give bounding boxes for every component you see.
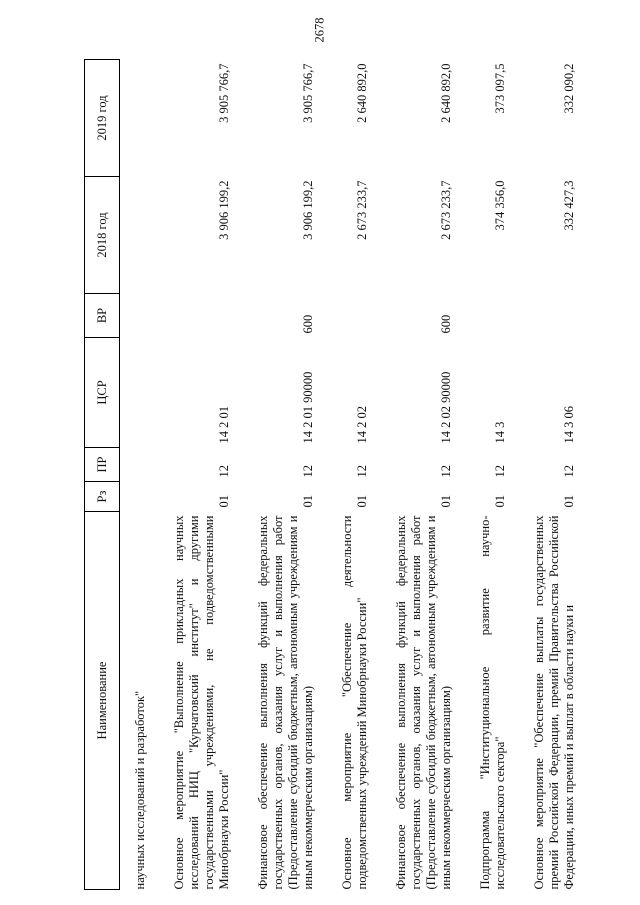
cell-pr: 12 <box>301 465 315 478</box>
cell-vr <box>120 294 149 338</box>
table-row <box>370 60 454 890</box>
cell-name: Финансовое обеспечение выполнения функций федеральных государственных органов, оказания услуг и выполнения работ (Предоставление субсидий бюджетным, автономным учреждениям и иным некоммерческим организациям) <box>394 515 453 890</box>
cell-pr: 12 <box>355 465 369 478</box>
cell-rz: 01 <box>562 495 576 508</box>
cell-pr <box>120 448 149 482</box>
cell-2019: 3 905 766,7 <box>217 63 231 123</box>
cell-rz: 01 <box>217 495 231 508</box>
table-row <box>120 60 149 890</box>
cell-2018: 2 673 233,7 <box>355 180 369 240</box>
cell-2019: 3 905 766,7 <box>301 63 315 123</box>
cell-2019: 332 090,2 <box>562 63 576 114</box>
cell-csr: 14 2 01 <box>217 406 231 444</box>
cell-2019: 2 640 892,0 <box>439 63 453 123</box>
cell-vr: 600 <box>439 314 453 334</box>
header-name: Наименование <box>85 512 120 890</box>
cell-vr <box>148 294 232 338</box>
cell-csr: 14 2 02 <box>355 406 369 444</box>
cell-name: Основное мероприятие "Обеспечение выплаты государственных премий Российской Федерации, премий Правительства Российской Федерации, иных премий и выплат в области науки и <box>532 515 576 890</box>
cell-name: Финансовое обеспечение выполнения функций федеральных государственных органов, оказания услуг и выполнения работ (Предоставление субсидий бюджетным, автономным учреждениям и иным некоммерческим организациям) <box>256 515 315 890</box>
cell-2019: 373 097,5 <box>493 63 507 114</box>
cell-csr: 14 3 <box>493 421 507 444</box>
cell-name: Основное мероприятие "Обеспечение деятельности подведомственных учреждений Минобрнауки России" <box>340 515 369 890</box>
header-vr: ВР <box>85 294 120 338</box>
cell-csr: 14 2 01 90000 <box>301 371 315 444</box>
header-rz: Рз <box>85 482 120 512</box>
cell-csr: 14 3 06 <box>562 406 576 444</box>
header-csr: ЦСР <box>85 338 120 448</box>
cell-rz: 01 <box>301 495 315 508</box>
budget-table-container <box>84 60 614 890</box>
table-row <box>316 60 370 890</box>
header-2018: 2018 год <box>85 177 120 294</box>
budget-table <box>84 59 577 890</box>
table-header-row <box>85 60 120 890</box>
cell-rz: 01 <box>439 495 453 508</box>
cell-pr: 12 <box>493 465 507 478</box>
table-row <box>148 60 232 890</box>
cell-csr <box>120 338 149 448</box>
cell-name: Подпрограмма "Институциональное развитие научно-исследовательского сектора" <box>478 515 507 890</box>
cell-pr: 12 <box>562 465 576 478</box>
table-row <box>232 60 316 890</box>
cell-csr: 14 2 02 90000 <box>439 371 453 444</box>
cell-2018: 3 906 199,2 <box>217 180 231 240</box>
cell-name: Основное мероприятие "Выполнение прикладных научных исследований НИЦ "Курчатовский институт" и другими государственными учреждениями, не подведомственными Минобрнауки России" <box>172 515 231 890</box>
cell-rz: 01 <box>493 495 507 508</box>
page-number: 2678 <box>312 17 327 43</box>
cell-2018: 2 673 233,7 <box>439 180 453 240</box>
cell-vr <box>508 294 577 338</box>
cell-vr: 600 <box>301 314 315 334</box>
cell-2019: 2 640 892,0 <box>355 63 369 123</box>
cell-2018: 3 906 199,2 <box>301 180 315 240</box>
header-pr: ПР <box>85 448 120 482</box>
table-row <box>454 60 508 890</box>
cell-2018 <box>120 177 149 294</box>
cell-rz <box>120 482 149 512</box>
cell-name: научных исследований и разработок" <box>133 690 147 890</box>
cell-vr <box>454 294 508 338</box>
header-2019: 2019 год <box>85 60 120 177</box>
cell-pr: 12 <box>439 465 453 478</box>
cell-2019 <box>120 60 149 177</box>
cell-2018: 332 427,3 <box>562 180 576 231</box>
cell-vr <box>316 294 370 338</box>
table-row <box>508 60 577 890</box>
cell-pr: 12 <box>217 465 231 478</box>
cell-rz: 01 <box>355 495 369 508</box>
cell-2018: 374 356,0 <box>493 180 507 231</box>
